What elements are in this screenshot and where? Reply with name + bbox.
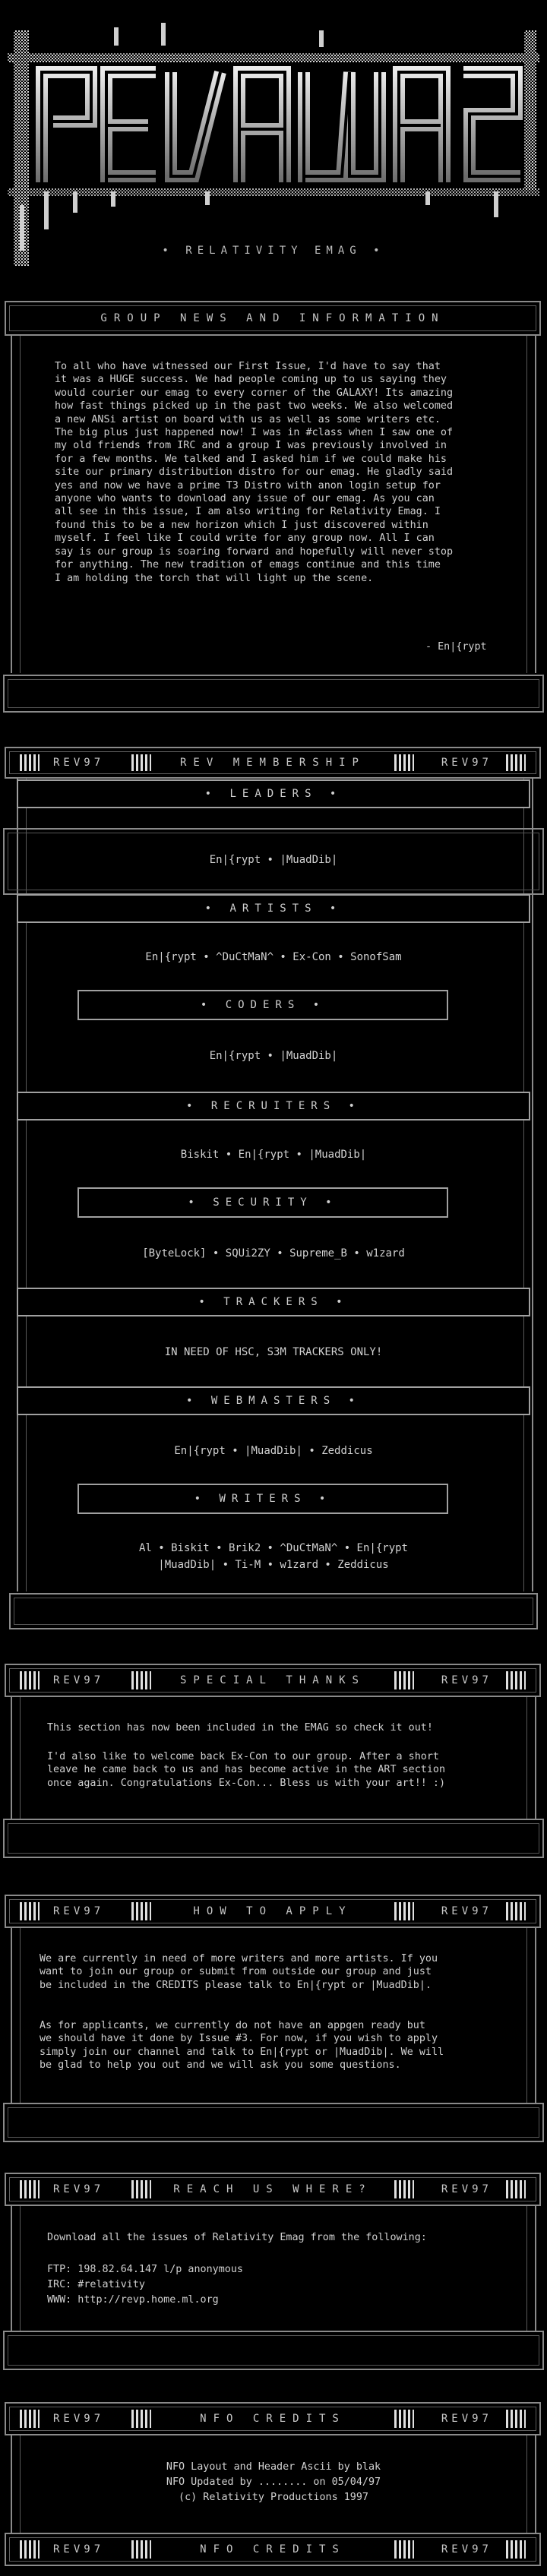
reach-ftp[interactable]: FTP: 198.82.64.147 l/p anonymous xyxy=(47,2264,243,2275)
recruiters-list: Biskit • En|{rypt • |MuadDib| xyxy=(180,1149,367,1161)
relativity-logo xyxy=(0,0,547,273)
membership-header-band xyxy=(5,747,541,779)
writers-band xyxy=(77,1484,448,1514)
reach-tag-left: REV97 xyxy=(53,2183,105,2195)
credits-tag-left: REV97 xyxy=(53,2413,105,2425)
apply-tag-left: REV97 xyxy=(53,1905,105,1917)
leaders-label: • LEADERS • xyxy=(204,788,343,800)
thanks-line1: This section has now been included in the EMAG so check it out! xyxy=(47,1722,433,1734)
credits-line2: NFO Updated by ........ on 05/04/97 xyxy=(166,2476,381,2488)
thanks-title: SPECIAL THANKS xyxy=(179,1674,365,1686)
thanks-tag-left: REV97 xyxy=(53,1674,105,1686)
recruiters-band xyxy=(17,1092,530,1120)
security-list: [ByteLock] • SQUi2ZY • Supreme_B • w1zard xyxy=(142,1247,405,1260)
artists-label: • ARTISTS • xyxy=(204,902,343,915)
artists-list: En|{rypt • ^DuCtMaN^ • Ex-Con • SonofSam xyxy=(145,951,402,963)
webmasters-band xyxy=(17,1386,530,1415)
apply-header-band xyxy=(5,1895,541,1928)
apply-title: HOW TO APPLY xyxy=(193,1905,353,1917)
leaders-band xyxy=(17,779,530,808)
reach-tag-right: REV97 xyxy=(441,2183,492,2195)
leaders-list: En|{rypt • |MuadDib| xyxy=(209,854,338,866)
news-title: GROUP NEWS AND INFORMATION xyxy=(100,312,445,324)
trackers-label: • TRACKERS • xyxy=(198,1296,349,1308)
thanks-tag-right: REV97 xyxy=(441,1674,492,1686)
writers-list-1: Al • Biskit • Brik2 • ^DuCtMaN^ • En|{rypt xyxy=(138,1542,408,1554)
webmasters-list: En|{rypt • |MuadDib| • Zeddicus xyxy=(174,1445,373,1457)
reach-www[interactable]: WWW: http://revp.home.ml.org xyxy=(47,2294,219,2306)
security-band xyxy=(77,1187,448,1218)
membership-tag-left: REV97 xyxy=(53,757,105,769)
credits-tag-right: REV97 xyxy=(441,2413,492,2425)
reach-irc[interactable]: IRC: #relativity xyxy=(47,2279,145,2290)
reach-line1: Download all the issues of Relativity Emag from the following: xyxy=(47,2232,427,2243)
writers-list-2: |MuadDib| • Ti-M • w1zard • Zeddicus xyxy=(158,1559,389,1571)
thanks-footer-box xyxy=(3,1819,544,1858)
membership-tag-right: REV97 xyxy=(441,757,492,769)
reach-header-band xyxy=(5,2173,541,2206)
security-label: • SECURITY • xyxy=(188,1196,338,1209)
credits-footer-title: NFO CREDITS xyxy=(200,2543,346,2555)
credits-line1: NFO Layout and Header Ascii by blak xyxy=(166,2461,381,2473)
credits-line3: (c) Relativity Productions 1997 xyxy=(179,2492,368,2503)
coders-list: En|{rypt • |MuadDib| xyxy=(209,1050,338,1062)
credits-footer-tag-left: REV97 xyxy=(53,2543,105,2555)
news-footer-box xyxy=(3,675,544,713)
credits-footer-tag-right: REV97 xyxy=(441,2543,492,2555)
coders-band xyxy=(77,990,448,1020)
reach-title: REACH US WHERE? xyxy=(173,2183,372,2195)
apply-footer-box xyxy=(3,2103,544,2142)
news-header-band xyxy=(5,301,541,336)
writers-label: • WRITERS • xyxy=(194,1493,332,1505)
emag-tagline: • RELATIVITY EMAG • xyxy=(162,245,385,257)
reach-footer-box xyxy=(3,2331,544,2370)
apply-tag-right: REV97 xyxy=(441,1905,492,1917)
coders-label: • CODERS • xyxy=(200,999,326,1011)
webmasters-label: • WEBMASTERS • xyxy=(185,1395,361,1407)
thanks-header-band xyxy=(5,1664,541,1697)
membership-footer-box xyxy=(9,1593,538,1629)
news-signature: - En|{rypt xyxy=(425,641,487,653)
apply-body2: As for applicants, we currently do not have an appgen ready but we should have it done by Issue #3. For now, if you wish to apply simply join our channel and talk to En|{rypt or |MuadDib|. We will be glad to help you out and we will ask you some questions. xyxy=(40,2020,444,2072)
trackers-band xyxy=(17,1288,530,1316)
credits-footer-band xyxy=(5,2533,541,2566)
recruiters-label: • RECRUITERS • xyxy=(185,1100,361,1112)
artists-band xyxy=(17,894,530,923)
credits-header-band xyxy=(5,2402,541,2435)
apply-body1: We are currently in need of more writers and more artists. If you want to join our group or submit from outside our group and just be included in the CREDITS please talk to En|{rypt or |MuadDib|. xyxy=(40,1953,438,1991)
trackers-note: IN NEED OF HSC, S3M TRACKERS ONLY! xyxy=(164,1346,383,1358)
credits-title: NFO CREDITS xyxy=(200,2413,346,2425)
news-body: To all who have witnessed our First Issue, I'd have to say that it was a HUGE success. We had people coming up to us saying they would courier our emag to every corner of the GALAXY! Its amazing how fast things picked up in the past two weeks. We also welcomed a new ANSi artist on board with us as well as some writers etc. The big plus just happened now! I was in #class when I saw one of my old friends from IRC and a group I was previously involved in for a few months. We talked and I asked him if we could make his site our primary distribution distro for our emag. He gladly said yes and now we have a prime T3 Distro with anon login setup for anyone who wants to download any issue of our emag. As you can all see in this issue, I am also writing for Relativity Emag. I found this to be a new horizon which I just discovered within myself. I feel like I could write for any group now. All I can say is our group is soaring forward and hopefully will never stop for anything. The new tradition of emags continue and this time I am holding the torch that will light up the scene. xyxy=(55,361,454,584)
membership-title: REV MEMBERSHIP xyxy=(179,757,365,769)
thanks-body: I'd also like to welcome back Ex-Con to our group. After a short leave he came back to us and has become active in the ART section once again. Congratulations Ex-Con... Bless us with your art!! :) xyxy=(47,1751,446,1789)
